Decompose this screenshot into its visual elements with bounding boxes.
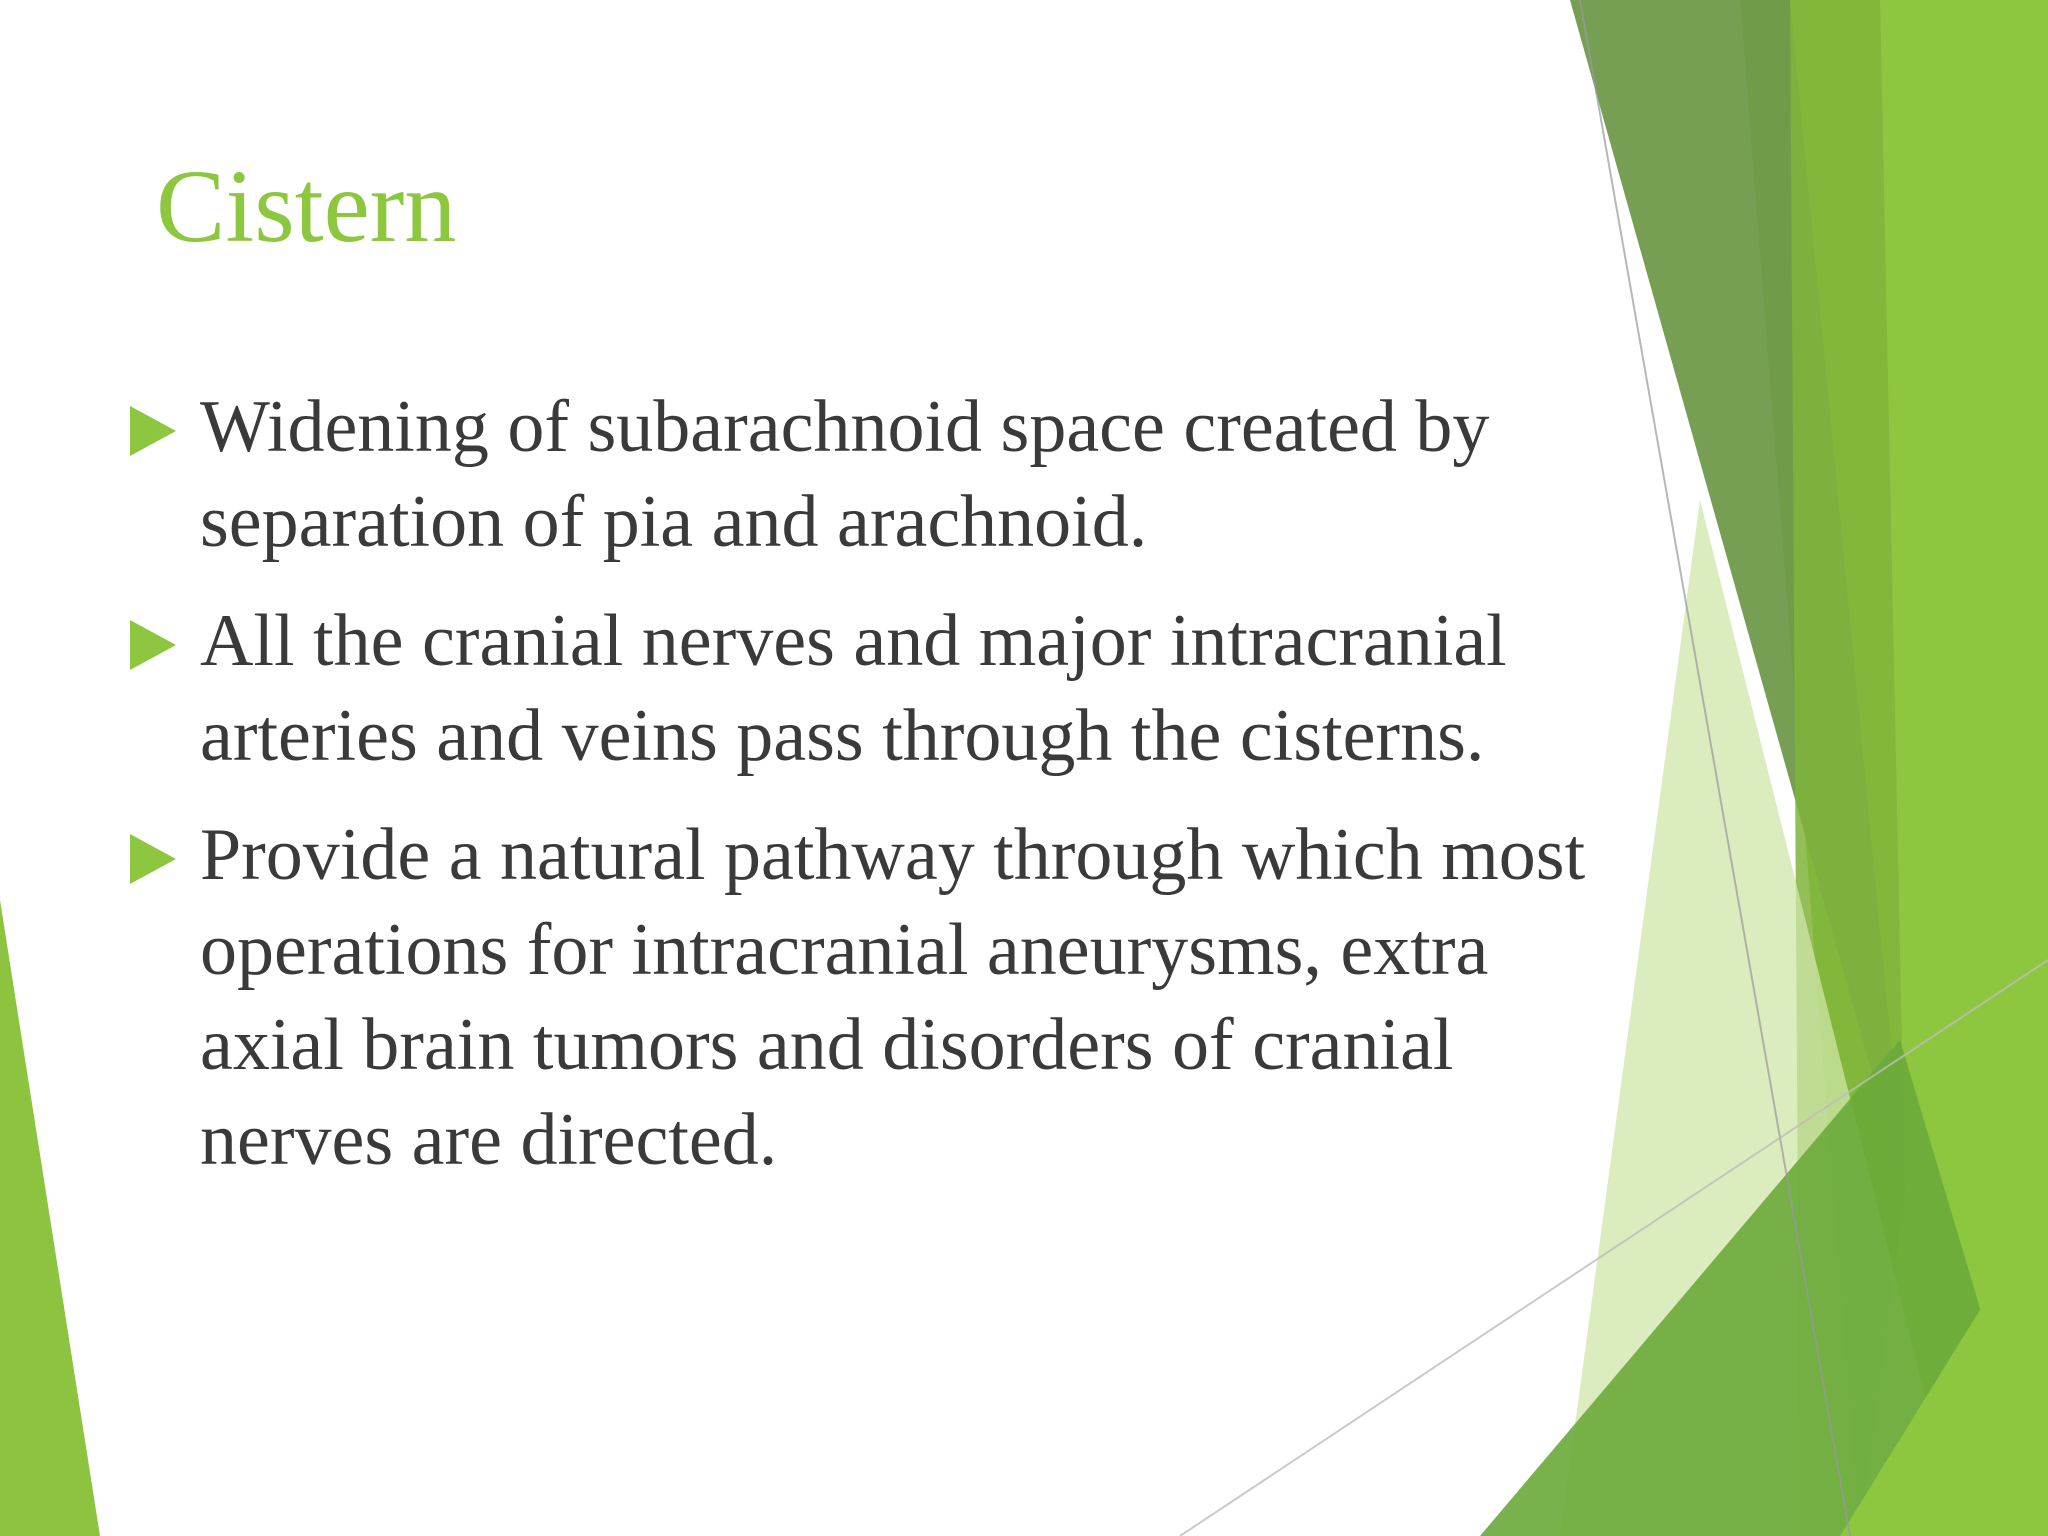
- bullet-list: [126, 380, 1626, 1212]
- bullet-item: [126, 594, 1626, 784]
- triangle-arrow-icon: [130, 834, 176, 884]
- bullet-text: Provide a natural pathway through which most operations for intracranial aneurysms, extra axial brain tumors and disorders of cranial nerves are directed.: [200, 814, 1586, 1181]
- triangle-arrow-icon: [130, 620, 176, 670]
- slide-title: Cistern: [156, 149, 457, 264]
- bullet-text: All the cranial nerves and major intracranial arteries and veins pass through the cisterns.: [200, 600, 1507, 777]
- bullet-item: [126, 380, 1626, 570]
- bullet-item: [126, 808, 1626, 1188]
- bullet-text: Widening of subarachnoid space created by separation of pia and arachnoid.: [200, 386, 1490, 563]
- triangle-arrow-icon: [130, 406, 176, 456]
- left-green-sliver: [0, 900, 100, 1536]
